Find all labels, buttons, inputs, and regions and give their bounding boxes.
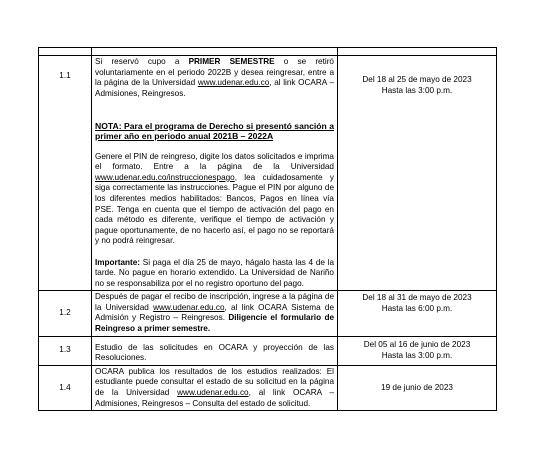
description-cell <box>92 365 338 410</box>
date: 19 de junio de 2023 <box>381 382 453 392</box>
date-cell <box>338 56 497 291</box>
university-link[interactable]: www.udenar.edu.co <box>197 78 270 88</box>
note-heading: NOTA: Para el programa de Derecho si presentó sanción a primer año en periodo anual 2021B – 2022A <box>95 120 334 141</box>
row-number: 1.3 <box>39 336 92 365</box>
cell-empty <box>39 48 92 56</box>
deadline-time: Hasta las 3:00 p.m. <box>381 350 453 360</box>
text: Genere el PIN de reingreso, digite los datos solicitados e imprima el formato. Entre a la página de la Universidad <box>95 151 334 172</box>
text: Si paga el día 25 de mayo, hágalo hasta las 4 de la tarde. No pague en horario extendido. La Universidad de Nariño no se responsabiliza por el no registro oportuno del pago. <box>95 257 334 288</box>
bold-text: Importante: <box>95 257 141 267</box>
text: Si reservó cupo a <box>95 57 189 66</box>
date-range: Del 18 al 31 de mayo de 2023 <box>362 293 472 303</box>
table-row <box>39 336 497 365</box>
deadline-time: Hasta las 6:00 p.m. <box>381 303 453 313</box>
text: OCARA publica los resultados de los estudios realizados: El estudiante puede consultar el estado de su solicitud en la página de la Universidad <box>95 366 334 398</box>
paragraph <box>95 152 334 247</box>
date-range: Del 18 al 25 de mayo de 2023 <box>362 75 472 84</box>
table-row <box>39 56 497 291</box>
date-cell <box>338 336 497 365</box>
deadline-time: Hasta las 3:00 p.m. <box>381 85 453 95</box>
paragraph <box>95 258 334 290</box>
row-number: 1.1 <box>39 56 92 291</box>
date-range: Del 05 al 16 de junio de 2023 <box>363 340 471 350</box>
date-cell <box>338 291 497 336</box>
table-row <box>39 365 497 410</box>
bold-text: PRIMER SEMESTRE <box>188 57 275 66</box>
description-cell <box>92 56 338 291</box>
text: o se retiró voluntariamente en el periodo 2022B y desea reingresar, entre a la página de la Universidad <box>95 57 334 88</box>
table-row <box>39 291 497 336</box>
row-number: 1.4 <box>39 365 92 410</box>
bold-text: Diligencie el formulario de Reingreso a primer semestre. <box>95 313 334 334</box>
text: , al link OCARA – Admisiones, Reingresos. <box>95 78 334 98</box>
paragraph <box>95 292 334 334</box>
university-link[interactable]: www.udenar.edu.co <box>177 388 249 398</box>
description-cell <box>92 336 338 365</box>
date-cell <box>338 365 497 410</box>
university-link[interactable]: www.udenar.edu.co <box>153 302 225 312</box>
cell-empty <box>338 48 497 56</box>
paragraph: Estudio de las solicitudes en OCARA y proyección de las Resoluciones. <box>95 342 334 363</box>
text: Después de pagar el recibo de inscripción, ingrese a la página de la Universidad <box>95 292 334 312</box>
cell-empty <box>92 48 338 56</box>
table-top-row <box>39 48 497 56</box>
paragraph <box>95 57 334 99</box>
text: , al link OCARA Sistema de Admisión y Registro – Reingresos. <box>95 302 334 323</box>
text: , al link OCARA – Admisiones, Reingresos – Consulta del estado de solicitud. <box>95 388 334 408</box>
text: , lea cuidadosamente y siga correctamente las instrucciones. Pague el PIN por alguno de los diferentes medios habilitados: Bancos, Pagos en línea vía PSE. Tenga en cuenta que el tiempo de activación del pago en cada método es diferente, verifique el tiempo de activación y pague oportunamente, de no hacerlo así, el pago no se reportará y no podrá reingresar. <box>95 172 334 246</box>
instructions-link[interactable]: www.udenar.edu.co/instruccionespago <box>95 172 235 182</box>
paragraph <box>95 367 334 409</box>
schedule-table <box>38 47 497 411</box>
description-cell <box>92 291 338 336</box>
row-number: 1.2 <box>39 291 92 336</box>
